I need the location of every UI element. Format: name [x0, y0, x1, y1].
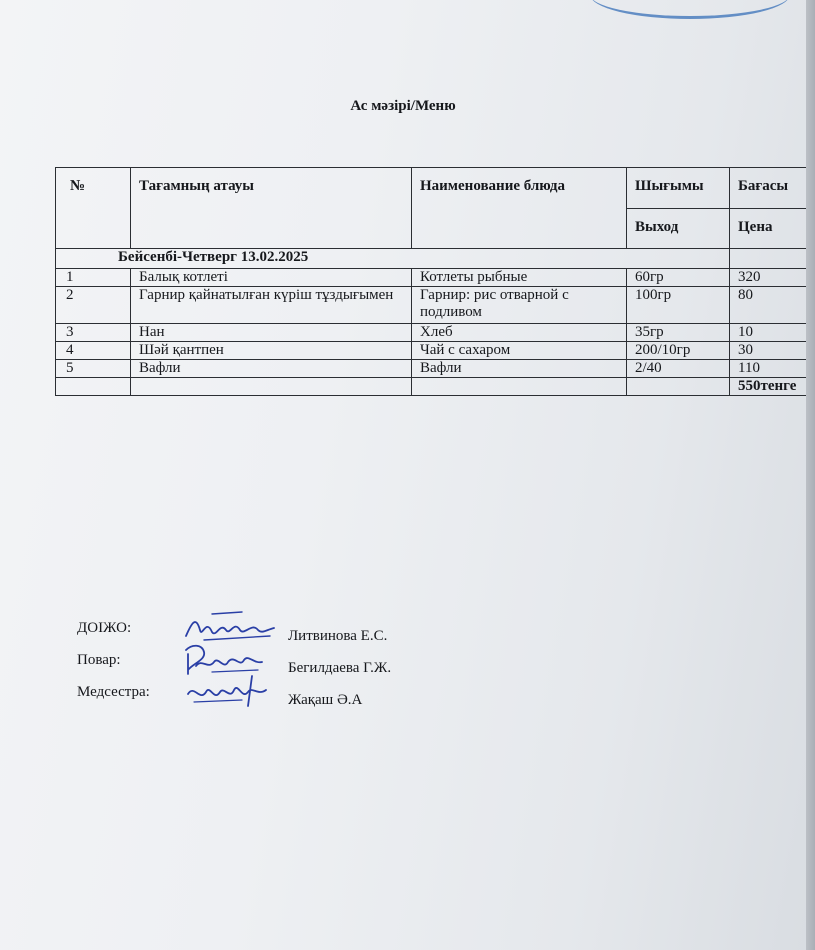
signature-name: Жақаш Ә.А — [288, 692, 363, 708]
signature-block — [77, 620, 477, 716]
row-name-kz: Шәй қантпен — [131, 342, 412, 360]
row-number: 5 — [56, 360, 131, 378]
row-price: 10 — [730, 324, 807, 342]
header-name-kz: Тағамның атауы — [131, 168, 412, 249]
header-yield-kz: Шығымы — [627, 168, 730, 209]
table-header-row — [56, 168, 807, 209]
header-name-ru: Наименование блюда — [412, 168, 627, 249]
day-row — [56, 249, 807, 269]
stamp-fragment — [590, 0, 790, 19]
header-price-kz: Бағасы — [730, 168, 807, 209]
row-yield: 100гр — [627, 287, 730, 324]
table-row — [56, 287, 807, 324]
total-value: 550тенге — [730, 378, 807, 396]
row-name-ru: Гарнир: рис отварной с подливом — [412, 287, 627, 324]
menu-table — [55, 167, 807, 396]
page-edge — [806, 0, 815, 950]
row-yield: 60гр — [627, 269, 730, 287]
header-number: № — [56, 168, 131, 249]
row-name-kz: Гарнир қайнатылған күріш тұздығымен — [131, 287, 412, 324]
header-price-ru: Цена — [730, 209, 807, 249]
handwritten-signature-icon — [182, 672, 272, 712]
row-name-ru: Вафли — [412, 360, 627, 378]
row-name-ru: Чай с сахаром — [412, 342, 627, 360]
row-name-ru: Котлеты рыбные — [412, 269, 627, 287]
row-name-kz: Балық котлеті — [131, 269, 412, 287]
total-row — [56, 378, 807, 396]
row-name-kz: Нан — [131, 324, 412, 342]
table-row — [56, 324, 807, 342]
signature-name: Литвинова Е.С. — [288, 628, 388, 644]
row-name-kz: Вафли — [131, 360, 412, 378]
row-number: 1 — [56, 269, 131, 287]
signature-name: Бегилдаева Г.Ж. — [288, 660, 392, 676]
signature-row — [77, 620, 477, 652]
row-number: 4 — [56, 342, 131, 360]
page-title: Ас мәзірі/Меню — [350, 98, 456, 114]
signature-role: Медсестра: — [77, 684, 150, 700]
row-yield: 200/10гр — [627, 342, 730, 360]
row-price: 110 — [730, 360, 807, 378]
row-yield: 35гр — [627, 324, 730, 342]
table-row — [56, 360, 807, 378]
row-price: 30 — [730, 342, 807, 360]
signature-row — [77, 652, 477, 684]
row-price: 320 — [730, 269, 807, 287]
row-number: 3 — [56, 324, 131, 342]
row-yield: 2/40 — [627, 360, 730, 378]
row-price: 80 — [730, 287, 807, 324]
signature-role: Повар: — [77, 652, 121, 668]
signature-row — [77, 684, 477, 716]
table-row — [56, 269, 807, 287]
row-name-ru: Хлеб — [412, 324, 627, 342]
day-label: Бейсенбі-Четверг 13.02.2025 — [56, 249, 730, 269]
header-yield-ru: Выход — [627, 209, 730, 249]
table-row — [56, 342, 807, 360]
row-number: 2 — [56, 287, 131, 324]
signature-role: ДОІЖО: — [77, 620, 132, 636]
